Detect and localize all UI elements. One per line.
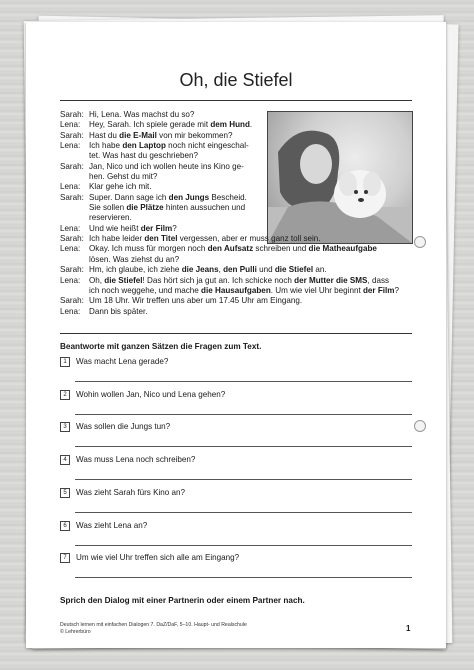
question-number-box: 3 [60,422,70,432]
question-text: Was sollen die Jungs tun? [76,422,171,432]
question-text: Was macht Lena gerade? [76,357,169,367]
speaker-name: Lena: [60,223,81,233]
question [60,390,412,400]
speaker-name: Sarah: [60,234,84,244]
footer [60,622,247,635]
dialog-line [60,234,412,244]
dialog-line [60,265,412,275]
speaker-name: Sarah: [60,192,84,202]
speech-text: Hm, ich glaube, ich ziehe die Jeans, den Pulli und die Stiefel an. [89,265,327,275]
speech-text: Ich habe leider den Titel vergessen, aber er muss ganz toll sein. [89,234,321,244]
speaker-name: Lena: [60,182,81,192]
question-number-box: 4 [60,455,70,465]
footer-publication: Deutsch lernen mit einfachen Dialogen 7. DaZ/DaF, 5–10. Haupt- und Realschule [60,622,247,628]
dialog-line [60,120,412,130]
dialog [60,110,412,317]
answer-line[interactable] [75,545,412,546]
question [60,488,412,498]
dialog-line [60,182,412,192]
punch-hole-icon [414,236,426,248]
speech-text: Hey, Sarah. Ich spiele gerade mit dem Hund. [89,120,253,130]
speaker-name: Lena: [60,275,81,285]
question-number-box: 2 [60,390,70,400]
dialog-line [60,276,412,297]
question [60,521,412,531]
speaker-name: Lena: [60,306,81,316]
speech-text: Um 18 Uhr. Wir treffen uns aber um 17.45 Uhr am Eingang. [89,296,303,306]
dialog-line [60,162,412,183]
speech-text: Oh, die Stiefel! Das hört sich ja gut an. Ich schicke noch der Mutter die SMS, dass ich noch weggehe, und mache die Hausaufgaben. Um wie viel Uhr beginnt der Film? [89,275,399,295]
speech-text: Ich habe den Laptop noch nicht eingeschal- tet. Was hast du geschrieben? [89,141,249,161]
question-number-box: 1 [60,357,70,367]
dialog-line [60,244,412,265]
speech-text: Klar gehe ich mit. [89,182,152,192]
question-number-box: 6 [60,521,70,531]
title-rule [60,100,412,101]
footer-copyright: © Lehrerbüro [60,628,91,635]
answer-line[interactable] [75,512,412,513]
question-text: Was muss Lena noch schreiben? [76,455,196,465]
answer-line[interactable] [75,577,412,578]
speech-text: Okay. Ich muss für morgen noch den Aufsatz schreiben und die Matheaufgabe lösen. Was ziehst du an? [89,244,377,264]
answer-line[interactable] [75,446,412,447]
dialog-line [60,110,412,120]
question-text: Was zieht Sarah fürs Kino an? [76,487,186,497]
question-text: Wohin wollen Jan, Nico und Lena gehen? [76,389,226,399]
speech-text: Und wie heißt der Film? [89,223,177,233]
question-text: Um wie viel Uhr treffen sich alle am Eingang? [76,553,240,563]
dialog-line [60,224,412,234]
question-text: Was zieht Lena an? [76,520,148,530]
page-title: Oh, die Stiefel [179,70,293,90]
answer-line[interactable] [75,479,412,480]
dialog-line [60,307,412,317]
speech-text: Jan, Nico und ich wollen heute ins Kino ge- hen. Gehst du mit? [89,161,244,182]
dialog-line [60,296,412,306]
page-number: 1 [406,624,411,633]
question-number-box: 5 [60,488,70,498]
punch-hole-icon [414,420,426,432]
question [60,422,412,432]
speaker-name: Sarah: [60,265,84,275]
speech-text: Hast du die E-Mail von mir bekommen? [89,130,233,140]
speech-text: Super. Dann sage ich den Jungs Bescheid. Sie sollen die Plätze hinten aussuchen und reservieren. [89,192,247,223]
task-instruction: Beantworte mit ganzen Sätzen die Fragen zum Text. [60,342,262,351]
speaker-name: Sarah: [60,130,84,140]
dialog-line [60,193,412,224]
question-number-box: 7 [60,553,70,563]
dialog-line [60,131,412,141]
speaker-name: Sarah: [60,296,84,306]
answer-line[interactable] [75,381,412,382]
speech-text: Hi, Lena. Was machst du so? [89,110,195,119]
question [60,455,412,465]
dialog-line [60,141,412,162]
worksheet-page [26,22,446,648]
speaker-name: Lena: [60,244,81,254]
speech-text: Dann bis später. [89,306,148,316]
section-rule [60,333,412,334]
answer-line[interactable] [75,414,412,415]
speaker-name: Lena: [60,141,81,151]
question [60,553,412,563]
question [60,357,412,367]
final-instruction: Sprich den Dialog mit einer Partnerin oder einem Partner nach. [60,596,305,605]
speaker-name: Sarah: [60,110,84,119]
speaker-name: Sarah: [60,161,84,171]
speaker-name: Lena: [60,120,81,130]
